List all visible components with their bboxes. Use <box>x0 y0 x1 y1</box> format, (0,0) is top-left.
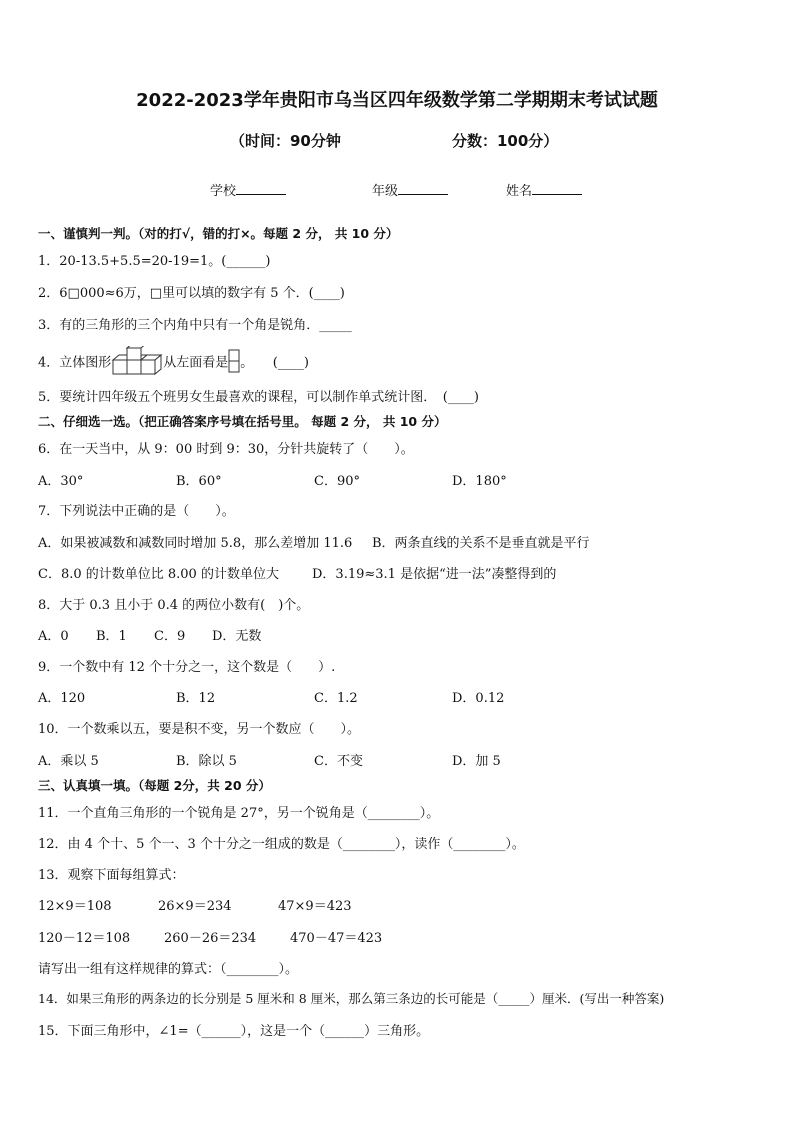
q9-option-c[interactable]: C．1.2 <box>314 691 358 706</box>
q6-option-c[interactable]: C．90° <box>314 474 360 489</box>
question-2: 2．6□000≈6万，□里可以填的数字有 5 个．(____) <box>38 286 345 301</box>
exam-time: （时间：90分钟 <box>230 132 341 150</box>
name-blank[interactable] <box>532 182 582 195</box>
question-7: 7．下列说法中正确的是（ ）。 <box>38 504 235 519</box>
q13-equation: 12×9＝108 <box>38 899 112 914</box>
section-3-heading: 三、认真填一填。（每题 2分，共 20 分） <box>38 778 271 793</box>
question-3: 3．有的三角形的三个内角中只有一个角是锐角．_____ <box>38 318 352 333</box>
q8-option-c[interactable]: C．9 <box>154 629 186 644</box>
question-11: 11．一个直角三角形的一个锐角是 27°，另一个锐角是（________）。 <box>38 806 440 821</box>
q10-option-d[interactable]: D．加 5 <box>452 754 501 769</box>
question-10: 10．一个数乘以五，要是积不变，另一个数应（ ）。 <box>38 722 361 737</box>
grade-label: 年级 <box>372 184 399 199</box>
section-2-heading: 二、仔细选一选。（把正确答案序号填在括号里。 每题 2 分， 共 10 分） <box>38 414 447 429</box>
q7-option-a[interactable]: A．如果被减数和减数同时增加 5.8，那么差增加 11.6 <box>38 536 353 551</box>
q8-option-b[interactable]: B．1 <box>96 629 127 644</box>
question-13: 13．观察下面每组算式： <box>38 868 185 883</box>
q6-option-d[interactable]: D．180° <box>452 474 507 489</box>
name-field[interactable] <box>506 180 582 199</box>
q13-equation: 470－47＝423 <box>290 931 383 946</box>
section-1-heading: 一、谨慎判一判。（对的打√，错的打×。每题 2 分， 共 10 分） <box>38 226 399 241</box>
q9-option-d[interactable]: D．0.12 <box>452 691 505 706</box>
q7-option-c[interactable]: C．8.0 的计数单位比 8.00 的计数单位大 <box>38 567 279 582</box>
question-15: 15．下面三角形中，∠1=（______），这是一个（______）三角形。 <box>38 1024 430 1039</box>
school-label: 学校 <box>210 184 237 199</box>
question-14: 14．如果三角形的两条边的长分别是 5 厘米和 8 厘米，那么第三条边的长可能是（_____）厘米．(写出一种答案) <box>38 991 665 1006</box>
school-blank[interactable] <box>236 182 286 195</box>
question-12: 12．由 4 个十、5 个一、3 个十分之一组成的数是（________），读作（________）。 <box>38 837 525 852</box>
question-1: 1．20-13.5+5.5=20-19=1。(______) <box>38 254 271 269</box>
q10-option-a[interactable]: A．乘以 5 <box>38 754 99 769</box>
q8-option-a[interactable]: A．0 <box>38 629 69 644</box>
name-label: 姓名 <box>506 184 533 199</box>
q13-equation: 120－12＝108 <box>38 931 131 946</box>
q13-equation: 26×9＝234 <box>158 899 232 914</box>
question-4-text-a: 4．立体图形 <box>38 355 112 371</box>
question-9: 9．一个数中有 12 个十分之一，这个数是（ ）. <box>38 660 336 675</box>
question-4-text-c: 。 (____) <box>240 355 309 371</box>
q10-option-b[interactable]: B．除以 5 <box>176 754 237 769</box>
q6-option-a[interactable]: A．30° <box>38 474 84 489</box>
q7-option-d[interactable]: D．3.19≈3.1 是依据“进一法”凑整得到的 <box>312 567 557 582</box>
q8-option-d[interactable]: D．无数 <box>212 629 262 644</box>
page-title: 2022-2023学年贵阳市乌当区四年级数学第二学期期末考试试题 <box>136 90 658 111</box>
grade-blank[interactable] <box>398 182 448 195</box>
school-field[interactable] <box>210 180 286 199</box>
q7-option-b[interactable]: B．两条直线的关系不是垂直就是平行 <box>372 536 590 551</box>
question-8: 8．大于 0.3 且小于 0.4 的两位小数有( )个。 <box>38 598 310 613</box>
side-view-icon <box>228 349 240 377</box>
exam-score: 分数：100分） <box>452 132 559 150</box>
q9-option-b[interactable]: B．12 <box>176 691 216 706</box>
question-5: 5．要统计四年级五个班男女生最喜欢的课程，可以制作单式统计图． (____) <box>38 390 479 405</box>
grade-field[interactable] <box>372 180 448 199</box>
q6-option-b[interactable]: B．60° <box>176 474 222 489</box>
question-13-prompt: 请写出一组有这样规律的算式：（________）。 <box>38 962 299 977</box>
question-4-text-b: 从左面看是 <box>163 355 229 371</box>
q13-equation: 47×9＝423 <box>278 899 352 914</box>
question-6: 6．在一天当中，从 9：00 时到 9：30，分针共旋转了（ ）。 <box>38 442 414 457</box>
cubes-figure-icon <box>111 346 163 380</box>
q9-option-a[interactable]: A．120 <box>38 691 86 706</box>
question-4 <box>38 346 309 380</box>
q13-equation: 260－26＝234 <box>164 931 257 946</box>
q10-option-c[interactable]: C．不变 <box>314 754 363 769</box>
